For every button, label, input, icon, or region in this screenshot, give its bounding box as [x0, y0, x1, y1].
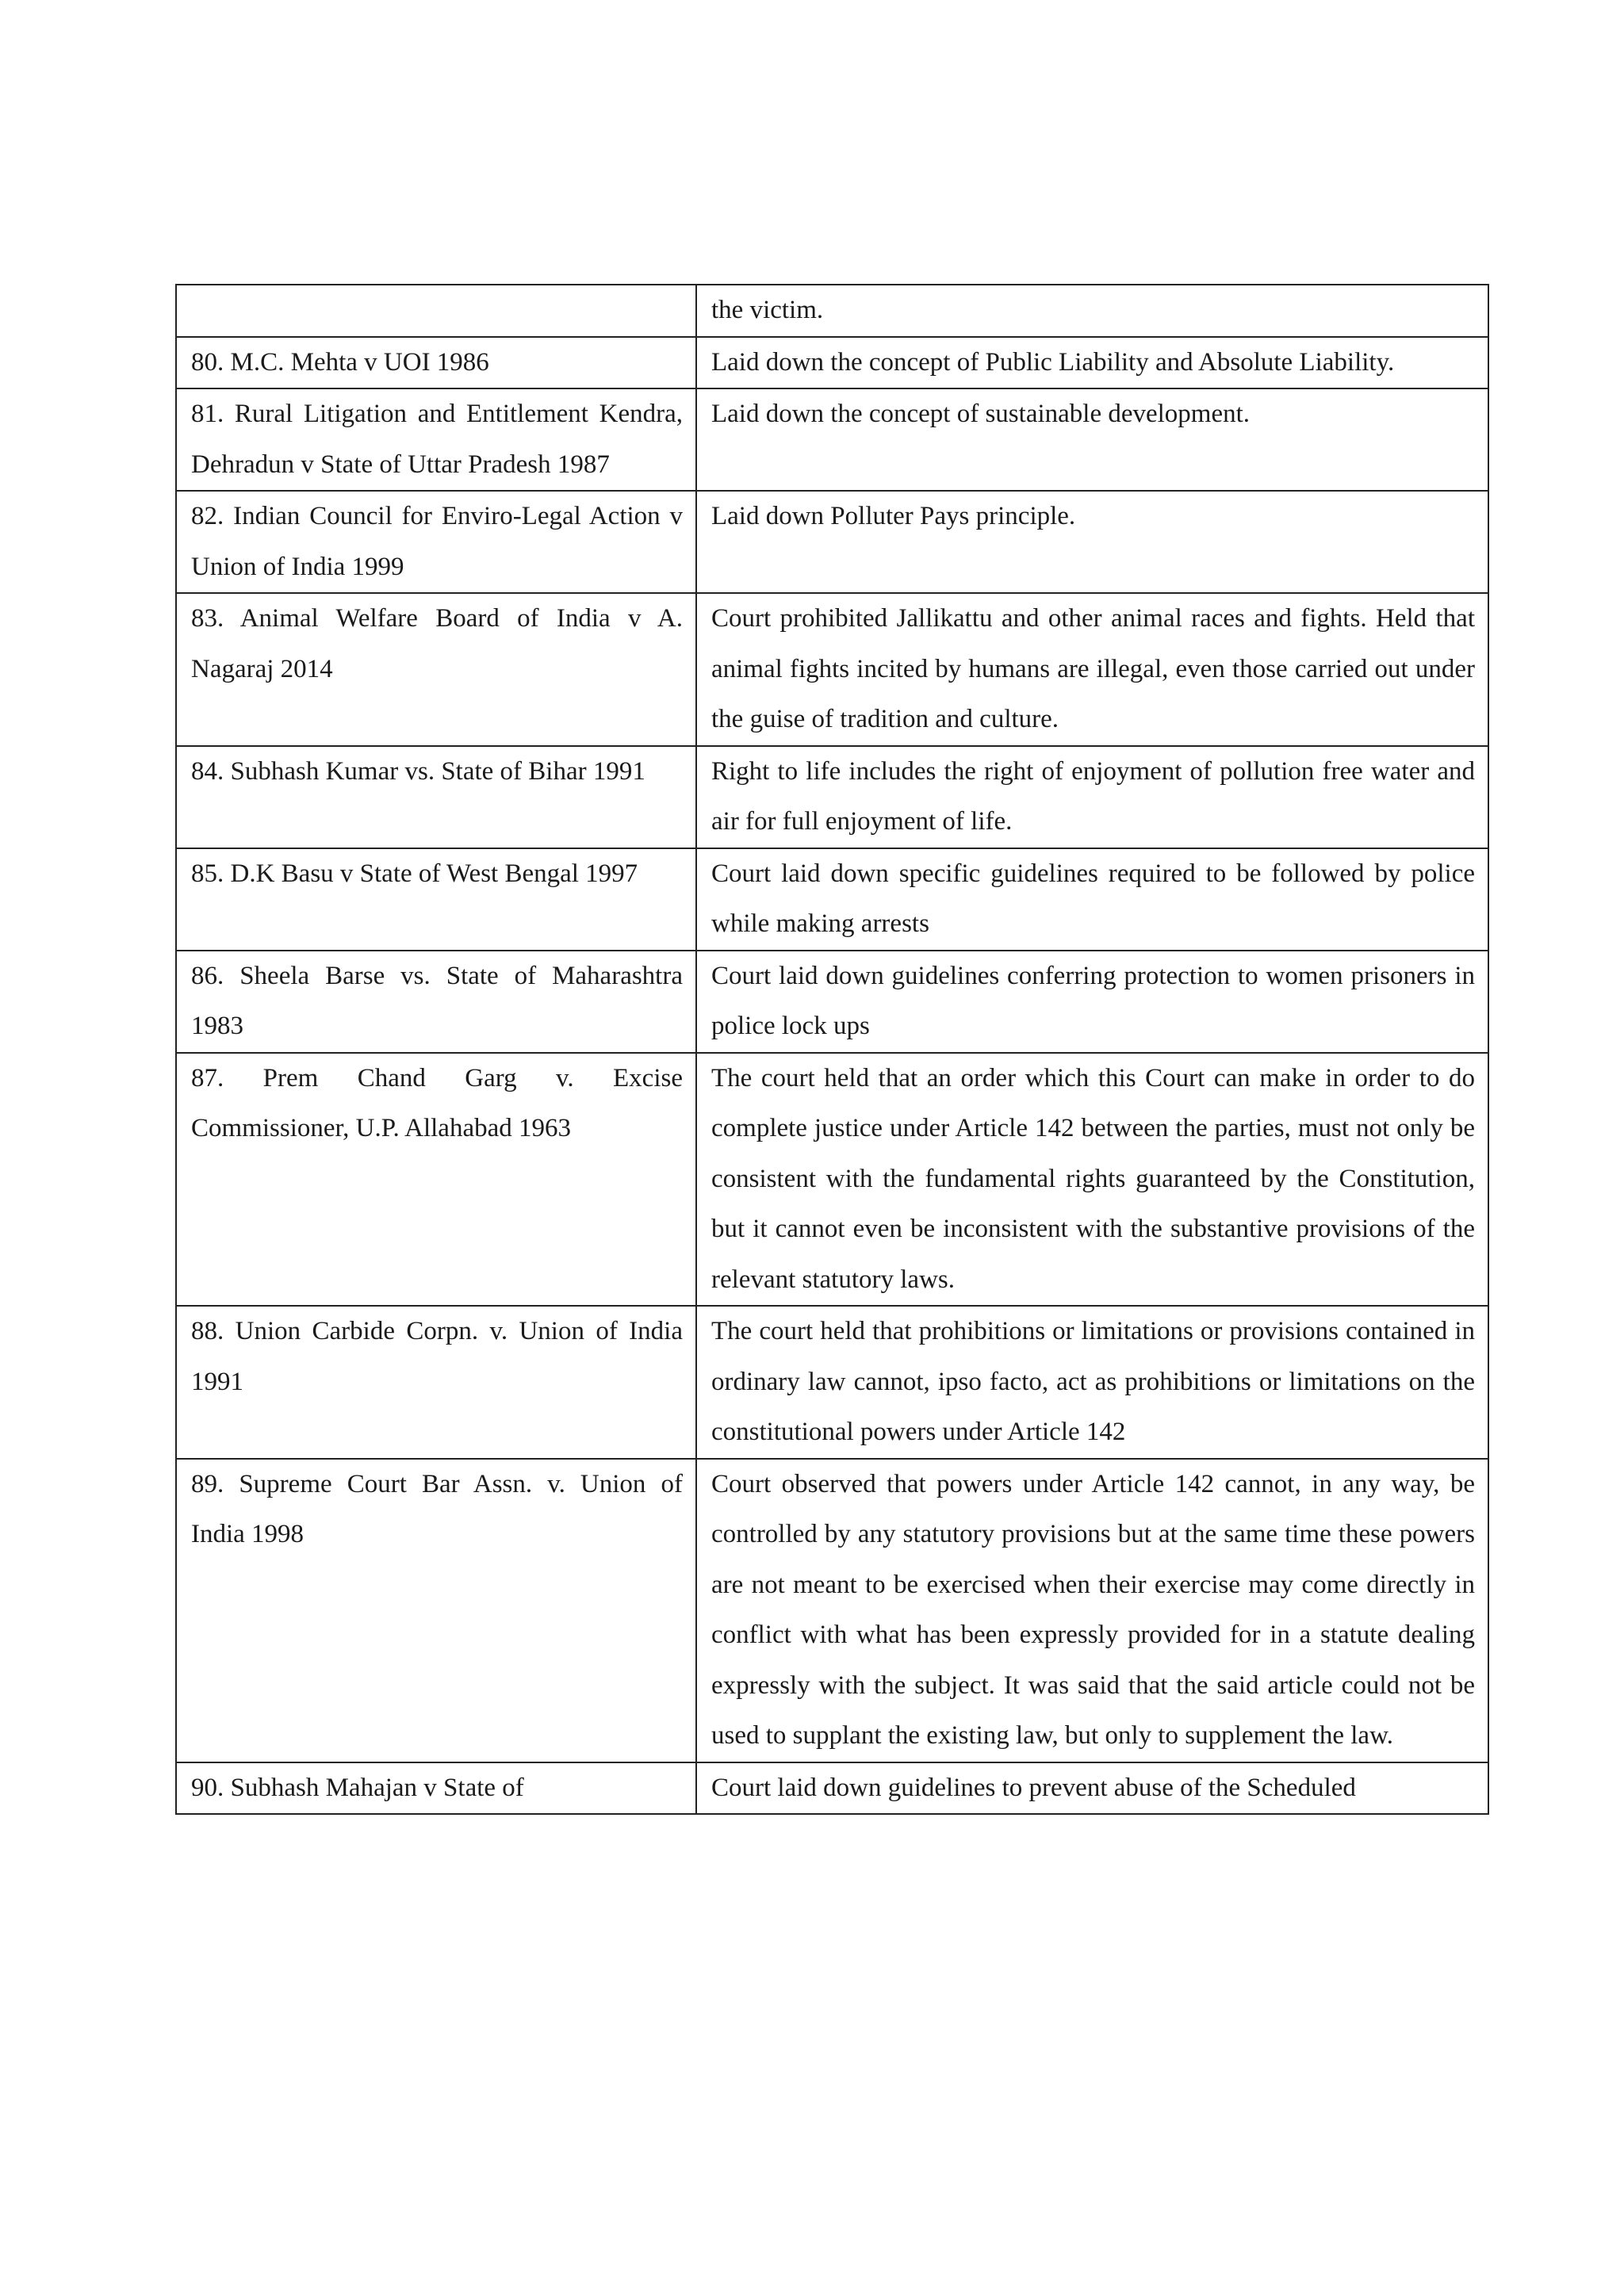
table-row: [176, 337, 1488, 389]
table-row: [176, 848, 1488, 951]
case-name-cell: 90. Subhash Mahajan v State of: [176, 1762, 696, 1815]
holding-cell: The court held that an order which this Court can make in order to do complete justice under Article 142 between the parties, must not only be consistent with the fundamental rights guaranteed by the Constitution, but it cannot even be inconsistent with the substantive provisions of the relevant statutory laws.: [696, 1053, 1488, 1307]
table-row: [176, 593, 1488, 746]
case-name-cell: 81. Rural Litigation and Entitlement Kendra, Dehradun v State of Uttar Pradesh 1987: [176, 388, 696, 491]
holding-cell: The court held that prohibitions or limitations or provisions contained in ordinary law cannot, ipso facto, act as prohibitions or limitations on the constitutional powers under Article 142: [696, 1306, 1488, 1459]
table-row: [176, 388, 1488, 491]
table-row: [176, 285, 1488, 337]
table-row: [176, 951, 1488, 1053]
case-name-cell: 85. D.K Basu v State of West Bengal 1997: [176, 848, 696, 951]
case-name-cell: 89. Supreme Court Bar Assn. v. Union of India 1998: [176, 1459, 696, 1762]
case-name-cell: 87. Prem Chand Garg v. Excise Commissioner, U.P. Allahabad 1963: [176, 1053, 696, 1307]
case-name-cell: 82. Indian Council for Enviro-Legal Action v Union of India 1999: [176, 491, 696, 593]
holding-cell: the victim.: [696, 285, 1488, 337]
case-law-table: [175, 284, 1489, 1815]
holding-cell: Court prohibited Jallikattu and other animal races and fights. Held that animal fights incited by humans are illegal, even those carried out under the guise of tradition and culture.: [696, 593, 1488, 746]
table-row: [176, 746, 1488, 848]
case-name-cell: [176, 285, 696, 337]
table-row: [176, 1306, 1488, 1459]
table-row: [176, 491, 1488, 593]
table-row: [176, 1459, 1488, 1762]
holding-cell: Laid down Polluter Pays principle.: [696, 491, 1488, 593]
case-name-cell: 86. Sheela Barse vs. State of Maharashtra 1983: [176, 951, 696, 1053]
case-name-cell: 84. Subhash Kumar vs. State of Bihar 1991: [176, 746, 696, 848]
holding-cell: Court observed that powers under Article 142 cannot, in any way, be controlled by any statutory provisions but at the same time these powers are not meant to be exercised when their exercise may come directly in conflict with what has been expressly provided for in a statute dealing expressly with the subject. It was said that the said article could not be used to supplant the existing law, but only to supplement the law.: [696, 1459, 1488, 1762]
table-row: [176, 1053, 1488, 1307]
holding-cell: Court laid down guidelines to prevent abuse of the Scheduled: [696, 1762, 1488, 1815]
holding-cell: Right to life includes the right of enjoyment of pollution free water and air for full enjoyment of life.: [696, 746, 1488, 848]
case-name-cell: 83. Animal Welfare Board of India v A. Nagaraj 2014: [176, 593, 696, 746]
case-name-cell: 88. Union Carbide Corpn. v. Union of India 1991: [176, 1306, 696, 1459]
holding-cell: Laid down the concept of Public Liability and Absolute Liability.: [696, 337, 1488, 389]
case-name-cell: 80. M.C. Mehta v UOI 1986: [176, 337, 696, 389]
table-row: [176, 1762, 1488, 1815]
holding-cell: Court laid down specific guidelines required to be followed by police while making arrests: [696, 848, 1488, 951]
holding-cell: Laid down the concept of sustainable development.: [696, 388, 1488, 491]
holding-cell: Court laid down guidelines conferring protection to women prisoners in police lock ups: [696, 951, 1488, 1053]
